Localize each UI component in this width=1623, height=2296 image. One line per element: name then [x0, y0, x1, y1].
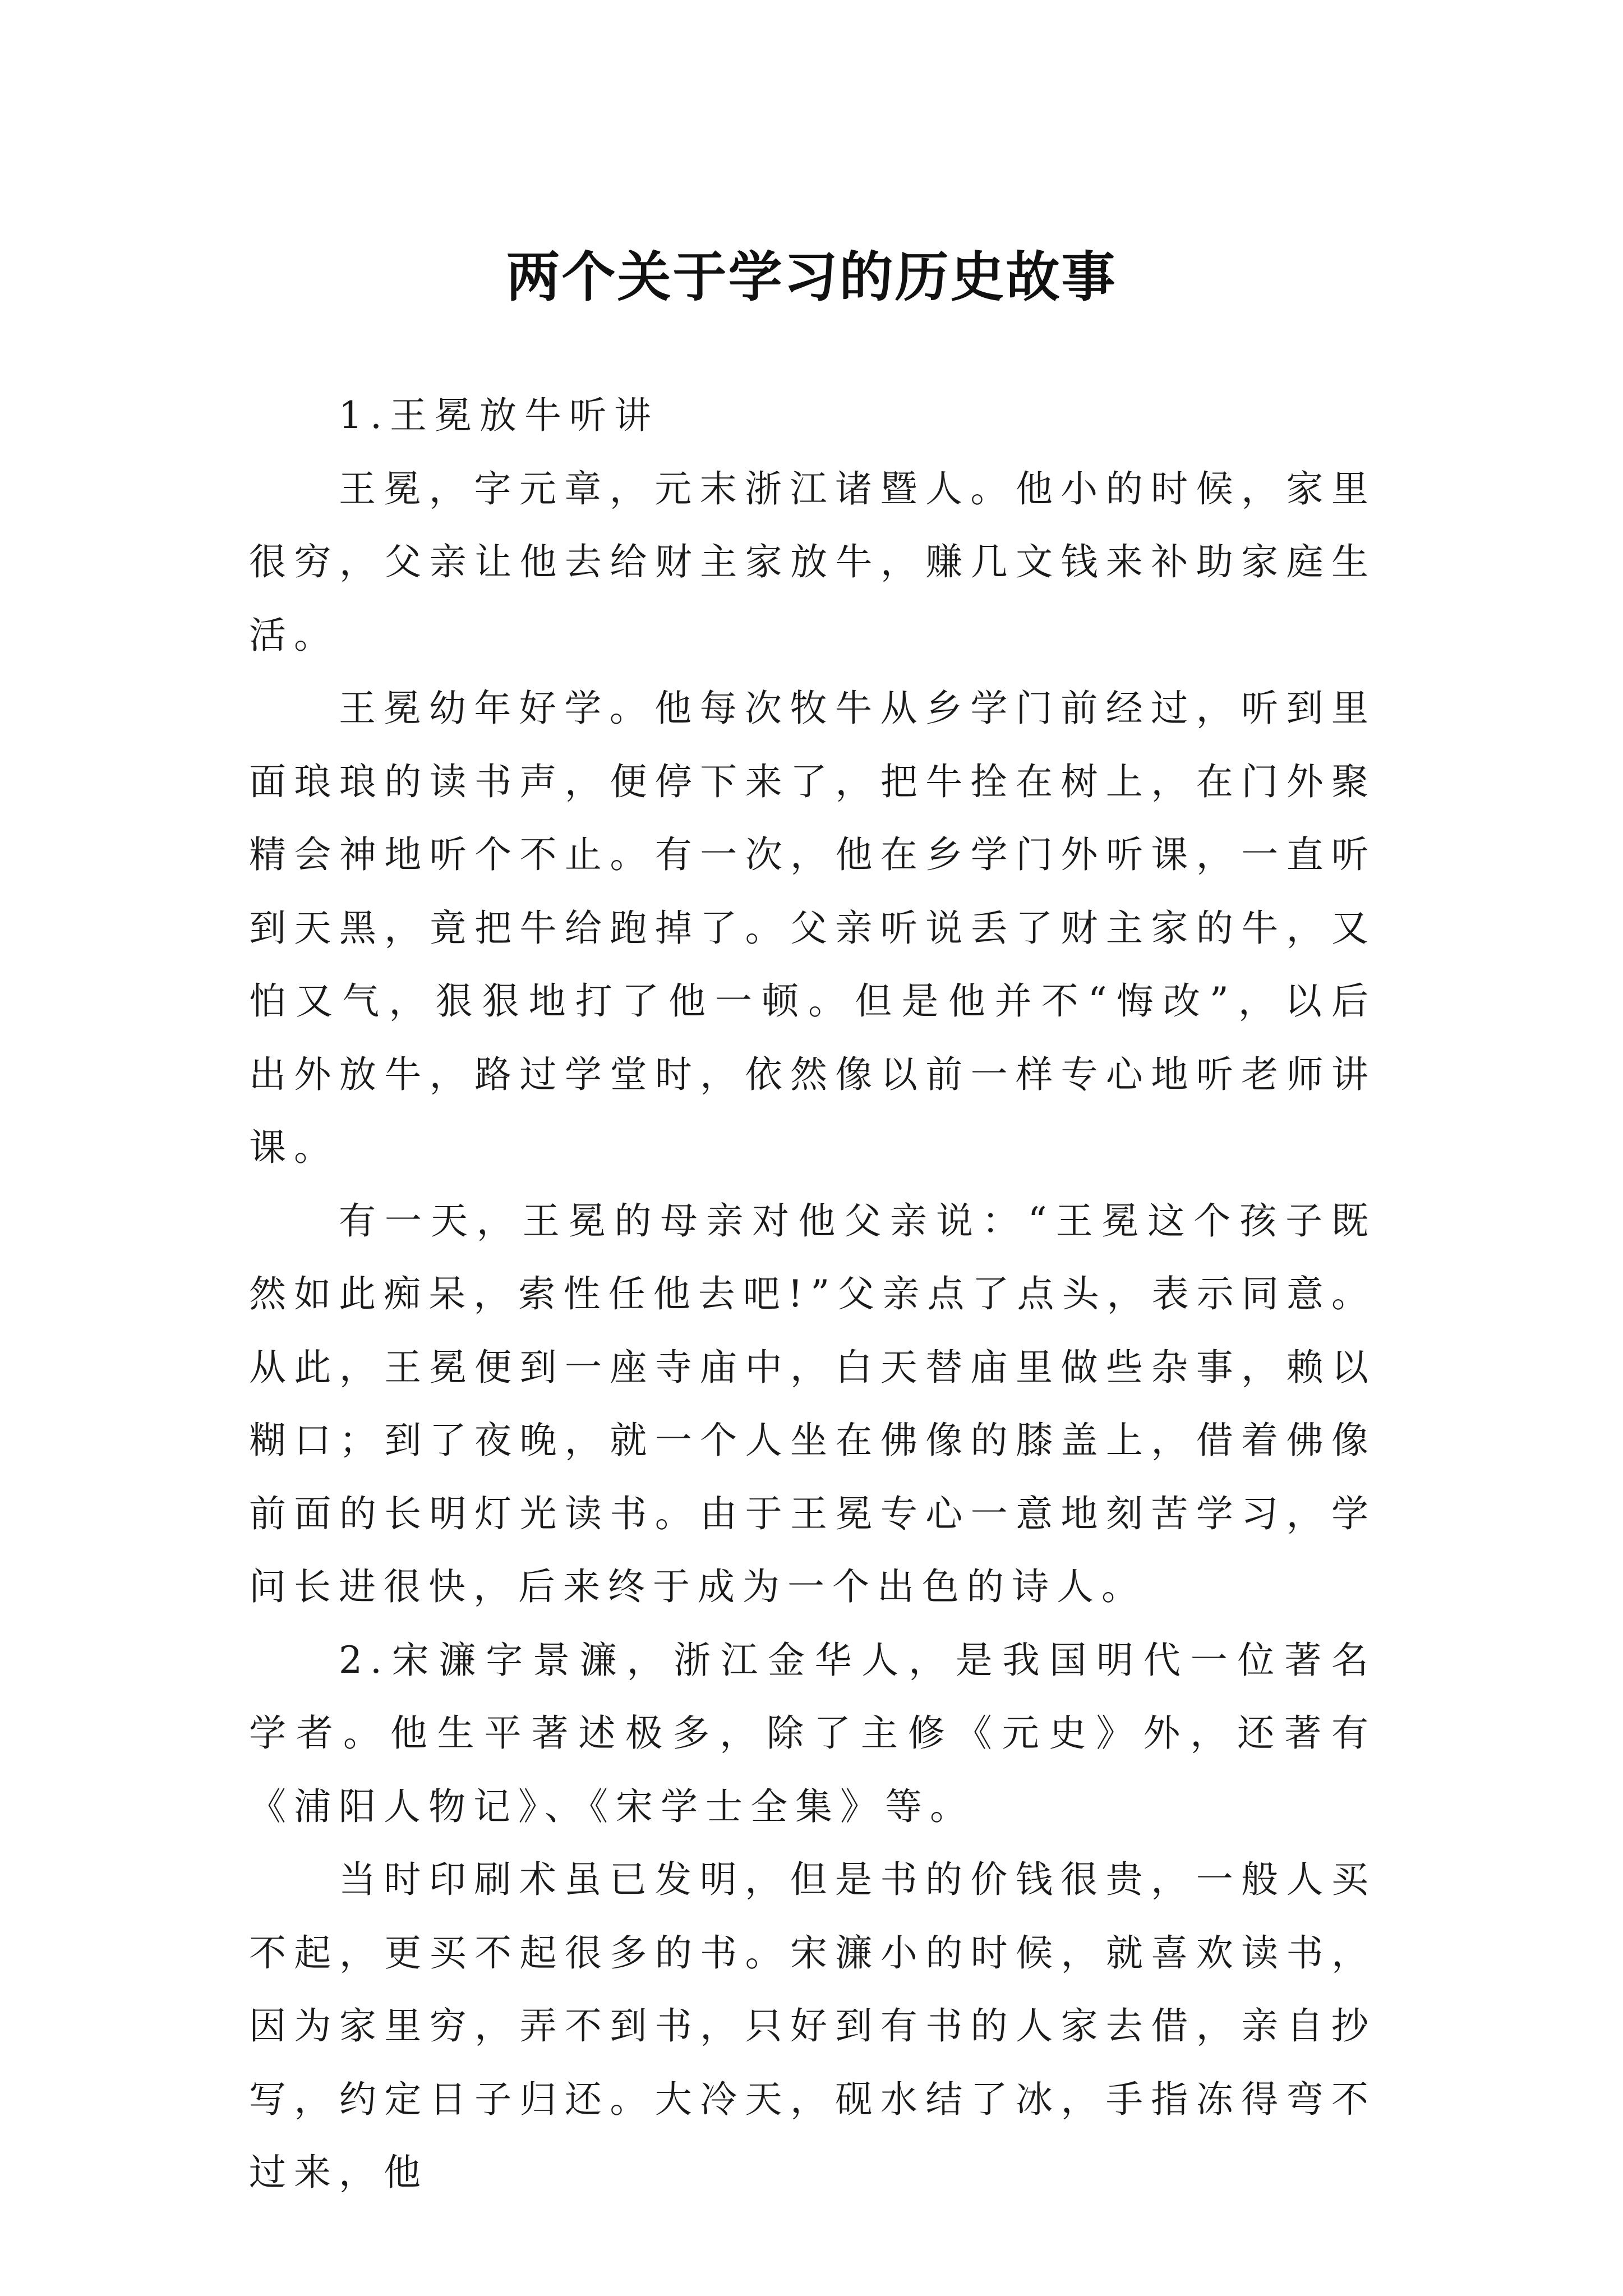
paragraph: 有一天，王冕的母亲对他父亲说：“王冕这个孩子既然如此痴呆，索性任他去吧!”父亲点了点头，表示同意。从此，王冕便到一座寺庙中，白天替庙里做些杂事，赖以糊口；到了夜晚，就一个人坐在佛像的膝盖上，借着佛像前面的长明灯光读书。由于王冕专心一意地刻苦学习，学问长进很快，后来终于成为一个出色的诗人。	[249, 1199, 1376, 1608]
paragraph: 王冕，字元章，元末浙江诸暨人。他小的时候，家里很穷，父亲让他去给财主家放牛，赚几文钱来补助家庭生活。	[249, 467, 1376, 657]
document-body	[249, 379, 1376, 2210]
paragraph: 当时印刷术虽已发明，但是书的价钱很贵，一般人买不起，更买不起很多的书。宋濂小的时候，就喜欢读书，因为家里穷，弄不到书，只好到有书的人家去借，亲自抄写，约定日子归还。大冷天，砚水结了冰，手指冻得弯不过来，他	[249, 1858, 1376, 2194]
section-heading-1: 1.王冕放牛听讲	[339, 394, 659, 437]
section-heading-2: 2.宋濂字景濂，浙江金华人，是我国明代一位著名学者。他生平著述极多，除了主修《元史》外，还著有《浦阳人物记》、《宋学士全集》等。	[249, 1638, 1376, 1828]
document-title: 两个关于学习的历史故事	[506, 245, 1117, 309]
paragraph: 王冕幼年好学。他每次牧牛从乡学门前经过，听到里面琅琅的读书声，便停下来了，把牛拴在树上，在门外聚精会神地听个不止。有一次，他在乡学门外听课，一直听到天黑，竟把牛给跑掉了。父亲听说丢了财主家的牛，又怕又气，狠狠地打了他一顿。但是他并不“悔改”，以后出外放牛，路过学堂时，依然像以前一样专心地听老师讲课。	[249, 687, 1376, 1169]
